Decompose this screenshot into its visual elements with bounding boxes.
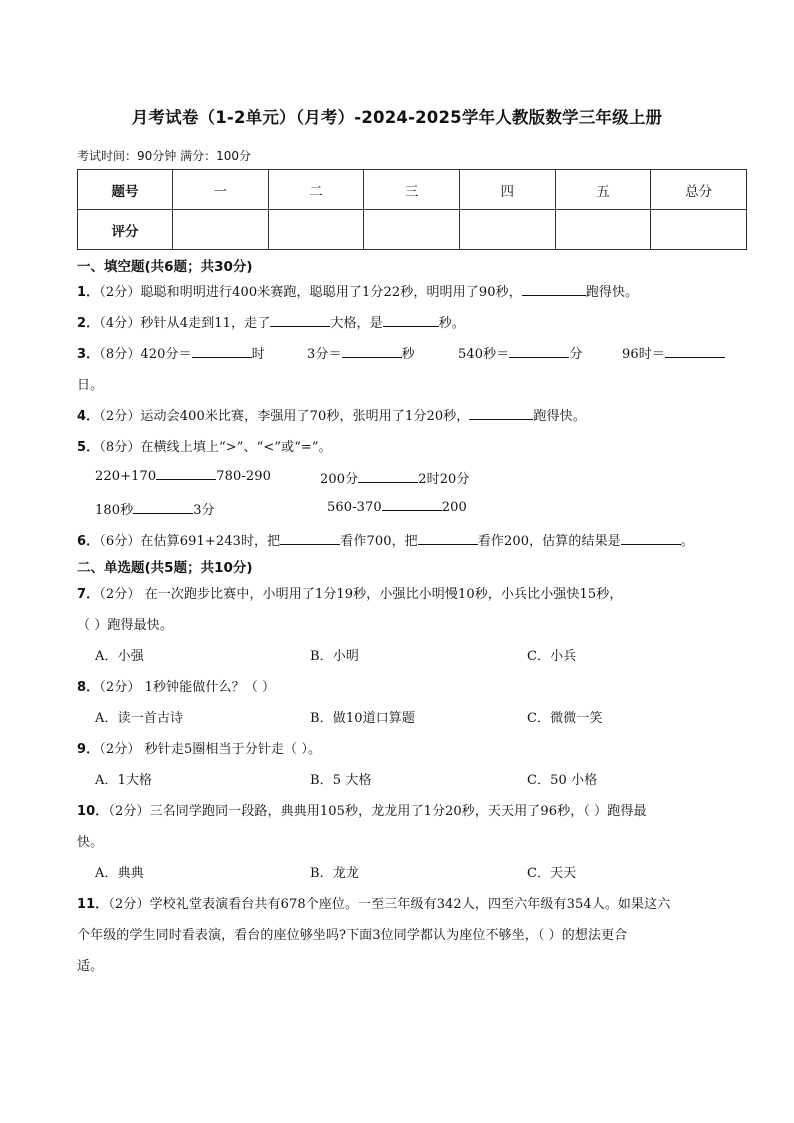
question-number: 7． [77, 587, 100, 602]
compare-right: 2时20分 [418, 472, 470, 487]
question-points: （2分） [108, 804, 150, 819]
option-b[interactable]: B．小明 [310, 649, 359, 664]
score-cell[interactable] [173, 210, 269, 250]
table-row [78, 170, 747, 210]
answer-blank[interactable] [342, 346, 402, 358]
compare-item-4 [327, 499, 467, 515]
compare-item-2 [320, 468, 470, 487]
question-1 [77, 281, 638, 300]
column-header-total: 总分 [651, 170, 747, 210]
conversion-a: 420分＝ [140, 347, 192, 362]
question-10 [77, 800, 647, 819]
question-text: 。 [680, 534, 694, 549]
compare-left: 180秒 [95, 503, 134, 518]
answer-blank[interactable] [522, 284, 586, 296]
compare-right: 3分 [193, 503, 215, 518]
question-text: 秒针从4走到11，走了 [140, 316, 271, 331]
question-text: 大格，是 [330, 316, 383, 331]
option-b[interactable]: B．5 大格 [310, 773, 372, 788]
unit-b: 秒 [401, 347, 415, 362]
question-text: 秒针走5圈相当于分针走（ ）。 [140, 742, 322, 757]
question-number: 11． [77, 897, 109, 912]
question-text: 1秒钟能做什么？（ ） [140, 680, 276, 695]
option-c[interactable]: C．天天 [527, 866, 577, 881]
answer-blank[interactable] [270, 315, 330, 327]
page-title: 月考试卷（1-2单元）（月考）-2024-2025学年人教版数学三年级上册 [131, 108, 663, 127]
question-number: 4． [77, 409, 100, 424]
compare-item-1 [95, 468, 271, 484]
question-11-line-3: 适。 [77, 959, 104, 974]
question-3-part-b [307, 343, 415, 362]
table-row [78, 210, 747, 250]
answer-blank[interactable] [621, 533, 681, 545]
question-points: （2分） [108, 897, 150, 912]
score-cell[interactable] [459, 210, 555, 250]
answer-blank[interactable] [469, 408, 533, 420]
compare-left: 200分 [320, 472, 359, 487]
question-5 [77, 436, 332, 455]
question-number: 8． [77, 680, 100, 695]
question-text: 在一次跑步比赛中，小明用了1分19秒，小强比小明慢10秒，小兵比小强快15秒， [140, 587, 623, 602]
question-9 [77, 738, 321, 757]
compare-left: 560-370 [327, 500, 382, 515]
question-text: 运动会400米比赛，李强用了70秒，张明用了1分20秒， [140, 409, 470, 424]
score-table [77, 169, 747, 250]
question-text: 看作700，把 [340, 534, 418, 549]
question-number: 6． [77, 534, 100, 549]
question-4 [77, 405, 586, 424]
question-10-line-2: 快。 [77, 835, 104, 850]
question-text: 跑得快。 [533, 409, 586, 424]
question-number: 9． [77, 742, 100, 757]
question-text: 跑得快。 [585, 285, 639, 300]
section-fill-heading: 一、填空题(共6题；共30分) [77, 259, 253, 275]
row-label-question-number: 题号 [78, 170, 173, 210]
question-points: （8分） [99, 347, 141, 362]
conversion-d: 96时＝ [622, 347, 665, 362]
question-number: 1． [77, 285, 100, 300]
question-points: （2分） [99, 587, 141, 602]
question-text: 学校礼堂表演看台共有678个座位。一至三年级有342人，四至六年级有354人。如果这六 [149, 897, 671, 912]
question-number: 2． [77, 316, 100, 331]
score-cell[interactable] [651, 210, 747, 250]
column-header-2: 二 [268, 170, 364, 210]
answer-blank[interactable] [382, 499, 442, 511]
question-points: （2分） [99, 409, 141, 424]
question-11 [77, 893, 670, 912]
question-points: （4分） [99, 316, 141, 331]
answer-blank[interactable] [509, 346, 569, 358]
question-3 [77, 343, 265, 362]
unit-c: 分 [569, 347, 583, 362]
compare-right: 200 [441, 500, 467, 515]
question-3-part-c [458, 343, 582, 362]
option-a[interactable]: A．1大格 [95, 773, 153, 788]
question-text: 在横线上填上“>”、“<”或“=”。 [140, 440, 332, 455]
question-7 [77, 583, 622, 602]
answer-blank[interactable] [358, 471, 418, 483]
question-points: （2分） [99, 742, 141, 757]
question-points: （2分） [99, 285, 141, 300]
question-text: 秒。 [438, 316, 465, 331]
option-c[interactable]: C．小兵 [527, 649, 577, 664]
answer-blank[interactable] [383, 315, 439, 327]
answer-blank[interactable] [418, 533, 478, 545]
question-text: 看作200，估算的结果是 [477, 534, 621, 549]
option-c[interactable]: C．50 小格 [527, 773, 598, 788]
exam-info: 考试时间：90分钟 满分：100分 [77, 149, 251, 163]
column-header-4: 四 [459, 170, 555, 210]
answer-blank[interactable] [156, 468, 216, 480]
score-cell[interactable] [268, 210, 364, 250]
question-7-line-2: （ ）跑得最快。 [77, 618, 173, 633]
question-text: 三名同学跑同一段路，典典用105秒，龙龙用了1分20秒，天天用了96秒，（ ）跑得最 [149, 804, 647, 819]
question-number: 10． [77, 804, 109, 819]
question-6 [77, 530, 694, 549]
conversion-c: 540秒＝ [458, 347, 510, 362]
answer-blank[interactable] [665, 346, 725, 358]
section-choice-heading: 二、单选题(共5题；共10分) [77, 560, 253, 576]
option-a[interactable]: A．典典 [95, 866, 144, 881]
conversion-b: 3分＝ [307, 347, 342, 362]
question-number: 5． [77, 440, 100, 455]
answer-blank[interactable] [192, 346, 252, 358]
compare-item-3 [95, 499, 215, 518]
row-label-score: 评分 [78, 210, 173, 250]
compare-left: 220+170 [95, 469, 157, 484]
question-points: （8分） [99, 440, 141, 455]
column-header-3: 三 [364, 170, 460, 210]
question-number: 3． [77, 347, 100, 362]
score-cell[interactable] [555, 210, 651, 250]
question-2 [77, 312, 465, 331]
option-a[interactable]: A．小强 [95, 649, 144, 664]
score-cell[interactable] [364, 210, 460, 250]
option-a[interactable]: A．读一首古诗 [95, 711, 184, 726]
unit-a: 时 [251, 347, 265, 362]
question-points: （6分） [99, 534, 141, 549]
question-text: 聪聪和明明进行400米赛跑，聪聪用了1分22秒，明明用了90秒， [140, 285, 522, 300]
answer-blank[interactable] [280, 533, 340, 545]
unit-d: 日。 [77, 378, 104, 393]
option-b[interactable]: B．做10道口算题 [310, 711, 415, 726]
option-b[interactable]: B．龙龙 [310, 866, 359, 881]
answer-blank[interactable] [133, 502, 193, 514]
option-c[interactable]: C．微微一笑 [527, 711, 603, 726]
question-3-part-d [622, 343, 725, 362]
question-points: （2分） [99, 680, 141, 695]
compare-right: 780-290 [216, 469, 271, 484]
column-header-1: 一 [173, 170, 269, 210]
question-text: 在估算691+243时，把 [140, 534, 281, 549]
question-8 [77, 676, 275, 695]
column-header-5: 五 [555, 170, 651, 210]
question-11-line-2: 个年级的学生同时看表演，看台的座位够坐吗?下面3位同学都认为座位不够坐，（ ）的想法更合 [77, 928, 628, 943]
